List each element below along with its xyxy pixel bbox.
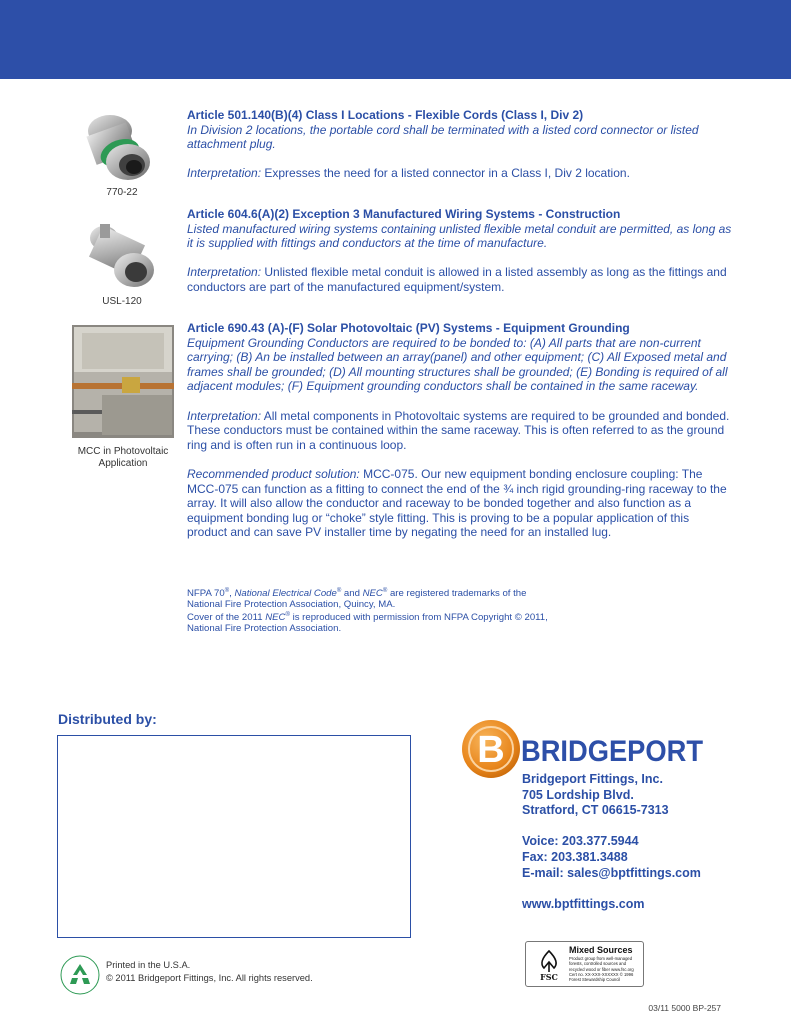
trademark-notice: [187, 586, 607, 634]
recommended-text: MCC-075. Our new equipment bonding enclosure coupling: The MCC-075 can function as a fitting to connect the end of the ¾ inch rigid grounding-ring raceway to the array. It will also allow the conductor and raceway to be bonded together and also function as a equipment bonding lug or “choke” style fitting. This is proving to be a popular application of this product and can save PV installer time by negating the need for an installed lug.: [187, 466, 727, 540]
interpretation-label: Interpretation:: [187, 408, 262, 423]
printed-in-usa: Printed in the U.S.A.: [106, 960, 191, 970]
caption-mcc-line1: MCC in Photovoltaic: [77, 446, 169, 457]
street-address: 705 Lordship Blvd.: [522, 787, 634, 802]
website-link[interactable]: www.bptfittings.com: [522, 896, 645, 911]
article-interpretation: [187, 166, 732, 181]
fp-line3a: Cover of the 2011: [187, 612, 266, 624]
fp-reg: ®: [224, 588, 230, 594]
fp-trademark: are registered trademarks of the: [387, 588, 527, 600]
connector-illustration: [82, 218, 162, 294]
voice-number: Voice: 203.377.5944: [522, 834, 639, 849]
fsc-text: Product group from well-managed forests, controlled sources and recycled wood or fiber www.fsc.org Cert no. XX-XXX-XXXXXX © 1996 Forest Stewardship Council: [569, 956, 634, 983]
logo-wordmark: BRIDGEPORT: [521, 735, 703, 768]
fp-line3b: is reproduced with permission from NFPA Copyright © 2011,: [289, 612, 548, 624]
application-photo: [72, 325, 174, 438]
interpretation-text: Expresses the need for a listed connector in a Class I, Div 2 location.: [261, 166, 630, 181]
recommended-label: Recommended product solution:: [187, 466, 360, 481]
article-690-block: [187, 321, 732, 540]
fp-and: and: [341, 588, 363, 600]
article-604-block: [187, 207, 732, 295]
fp-nfpa: NFPA 70: [187, 588, 225, 600]
article-interpretation: [187, 265, 732, 294]
copyright: © 2011 Bridgeport Fittings, Inc. All rights reserved.: [106, 972, 313, 983]
distributor-box: [57, 735, 411, 938]
interpretation-text: Unlisted flexible metal conduit is allowed in a listed assembly as long as the fittings and conductors are part of the manufactured equipment/system.: [187, 265, 727, 294]
fp-reg: ®: [285, 612, 290, 619]
printed-notice: [106, 959, 313, 984]
fp-comma: ,: [229, 588, 235, 600]
fp-line4: National Fire Protection Association.: [187, 623, 342, 635]
fp-nec: NEC: [362, 588, 383, 600]
fsc-title: Mixed Sources: [569, 945, 633, 955]
article-title: Article 501.140(B)(4) Class I Locations - Flexible Cords (Class I, Div 2): [187, 108, 584, 122]
caption-770-22: 770-22: [106, 187, 138, 198]
article-title: Article 604.6(A)(2) Exception 3 Manufactured Wiring Systems - Construction: [187, 207, 621, 221]
interpretation-text: All metal components in Photovoltaic systems are required to be grounded and bonded. These conductors must be contained within the same raceway. This is often referred to as the ground ring and is often run in a continuous loop.: [187, 408, 730, 452]
article-text: In Division 2 locations, the portable cord shall be terminated with a listed cord connector or listed attachment plug.: [187, 122, 699, 152]
fp-reg: ®: [382, 588, 388, 594]
product-image-usl-120: [82, 218, 162, 294]
fsc-tree-icon: [532, 948, 566, 982]
fp-reg: ®: [336, 588, 342, 594]
article-501-block: [187, 108, 732, 181]
distributed-by-label: Distributed by:: [58, 711, 157, 727]
contact-info: [522, 772, 701, 912]
fp-nec: NEC: [265, 612, 286, 624]
header-bar: [0, 0, 791, 79]
article-text: Listed manufactured wiring systems containing unlisted flexible metal conduit are permitted, as long as it is supplied with fittings and conductors at the time of manufacture.: [187, 221, 732, 251]
fsc-mark: FSC: [540, 972, 558, 982]
fax-number: Fax: 203.381.3488: [522, 849, 628, 864]
fsc-label: [525, 941, 644, 987]
caption-usl-120: USL-120: [102, 296, 142, 307]
product-image-mcc-photovoltaic: [72, 325, 174, 438]
company-name: Bridgeport Fittings, Inc.: [522, 772, 663, 786]
fp-nec-italic: National Electrical Code: [234, 588, 337, 600]
connector-illustration: [80, 107, 162, 187]
fp-line2: National Fire Protection Association, Quincy, MA.: [187, 599, 396, 611]
logo-letter: B: [477, 729, 505, 771]
city-state-zip: Stratford, CT 06615-7313: [522, 803, 669, 818]
recommended-solution: [187, 467, 732, 540]
interpretation-label: Interpretation:: [187, 265, 262, 280]
caption-mcc: [72, 446, 174, 470]
article-interpretation: [187, 409, 732, 453]
article-text: Equipment Grounding Conductors are required to be bonded to: (A) All parts that are non-current carrying; (B) An be installed between an array(panel) and other equipment; (C) All Exposed metal and frames shall be grounded; (D) All mounting structures shall be grounded; (E) Bonding is required of all adjacent modules; (F) Equipment grounding conductors shall be contained in the same raceway.: [187, 335, 728, 394]
email-address[interactable]: E-mail: sales@bptfittings.com: [522, 865, 701, 880]
interpretation-label: Interpretation:: [187, 166, 262, 181]
product-image-770-22: [80, 107, 162, 187]
recycled-paper-icon: [60, 955, 100, 995]
job-number: 03/11 5000 BP-257: [648, 1003, 721, 1013]
caption-mcc-line2: Application: [98, 458, 148, 469]
article-title: Article 690.43 (A)-(F) Solar Photovoltaic (PV) Systems - Equipment Grounding: [187, 321, 630, 335]
